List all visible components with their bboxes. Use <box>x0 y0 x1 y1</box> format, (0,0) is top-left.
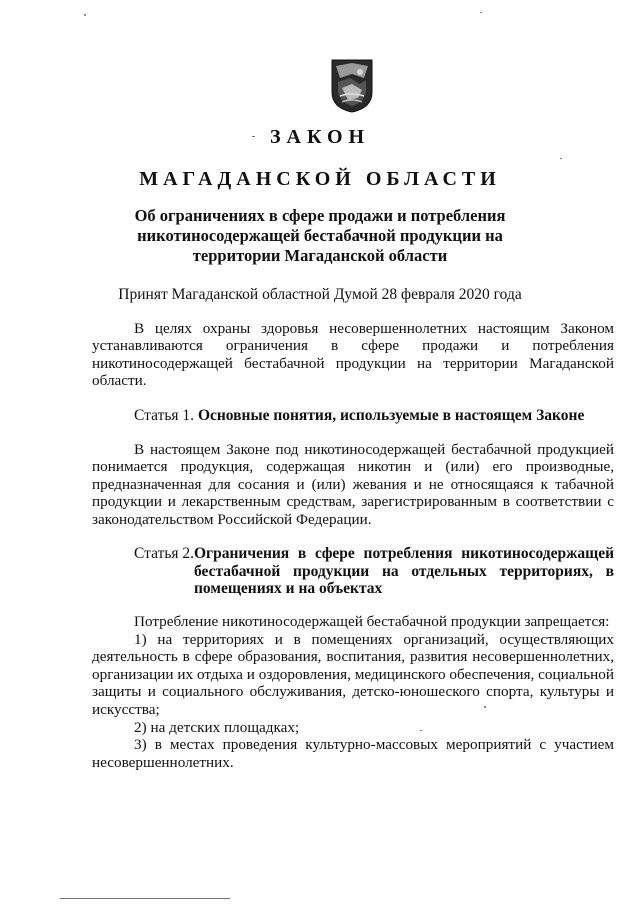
scan-edge-line <box>60 898 230 899</box>
article-1-label: Статья 1. <box>134 407 195 424</box>
law-heading: ЗАКОН <box>269 126 371 148</box>
scan-speck <box>252 136 255 137</box>
scan-speck <box>480 12 482 13</box>
adoption-date: Принят Магаданской областной Думой 28 февраля 2020 года <box>118 286 522 303</box>
article-1-title: Основные понятия, используемые в настоящем Законе <box>197 407 585 424</box>
law-title: Об ограничениях в сфере продажи и потребления никотиносодержащей бестабачной продукции на территории Магаданской области <box>134 206 506 265</box>
article-2-heading <box>134 545 614 598</box>
list-item: 3) в местах проведения культурно-массовых мероприятий с участием несовершеннолетних. <box>92 736 614 771</box>
article-2-intro: Потребление никотиносодержащей бестабачной продукции запрещается: <box>134 613 610 630</box>
preamble-paragraph: В целях охраны здоровья несовершеннолетних настоящим Законом устанавливаются ограничения в сфере продажи и потребления никотиносодержащей бестабачной продукции на территории Магаданской области. <box>92 320 614 390</box>
region-heading: МАГАДАНСКОЙ ОБЛАСТИ <box>139 168 501 190</box>
list-item: 2) на детских площадках; <box>134 718 300 736</box>
article-1-heading <box>134 407 584 425</box>
article-2-body <box>92 613 614 771</box>
scan-speck <box>84 14 86 16</box>
list-item: 1) на территориях и в помещениях организаций, осуществляющих деятельность в сфере образования, воспитания, развития несовершеннолетних, организации их отдыха и оздоровления, медицинского обеспечения, социальной защиты и социального обслуживания, детско-юношеского спорта, культуры и искусства; <box>92 630 614 718</box>
article-2-title: Ограничения в сфере потребления никотиносодержащей бестабачной продукции на отдельных территориях, в помещениях и на объектах <box>194 545 614 597</box>
scan-speck <box>420 730 422 731</box>
scan-speck <box>484 706 486 708</box>
article-1-text: В настоящем Законе под никотиносодержащей бестабачной продукцией понимается продукция, содержащая никотин и (или) его производные, предназначенная для сосания и (или) жевания и не относящаяся к табачной продукции и лекарственным средствам, зарегистрированным в соответствии с законодательством Российской Федерации. <box>92 441 614 528</box>
coat-of-arms-icon <box>330 58 374 113</box>
scan-speck <box>560 158 562 159</box>
article-2-label: Статья 2. <box>134 545 195 562</box>
